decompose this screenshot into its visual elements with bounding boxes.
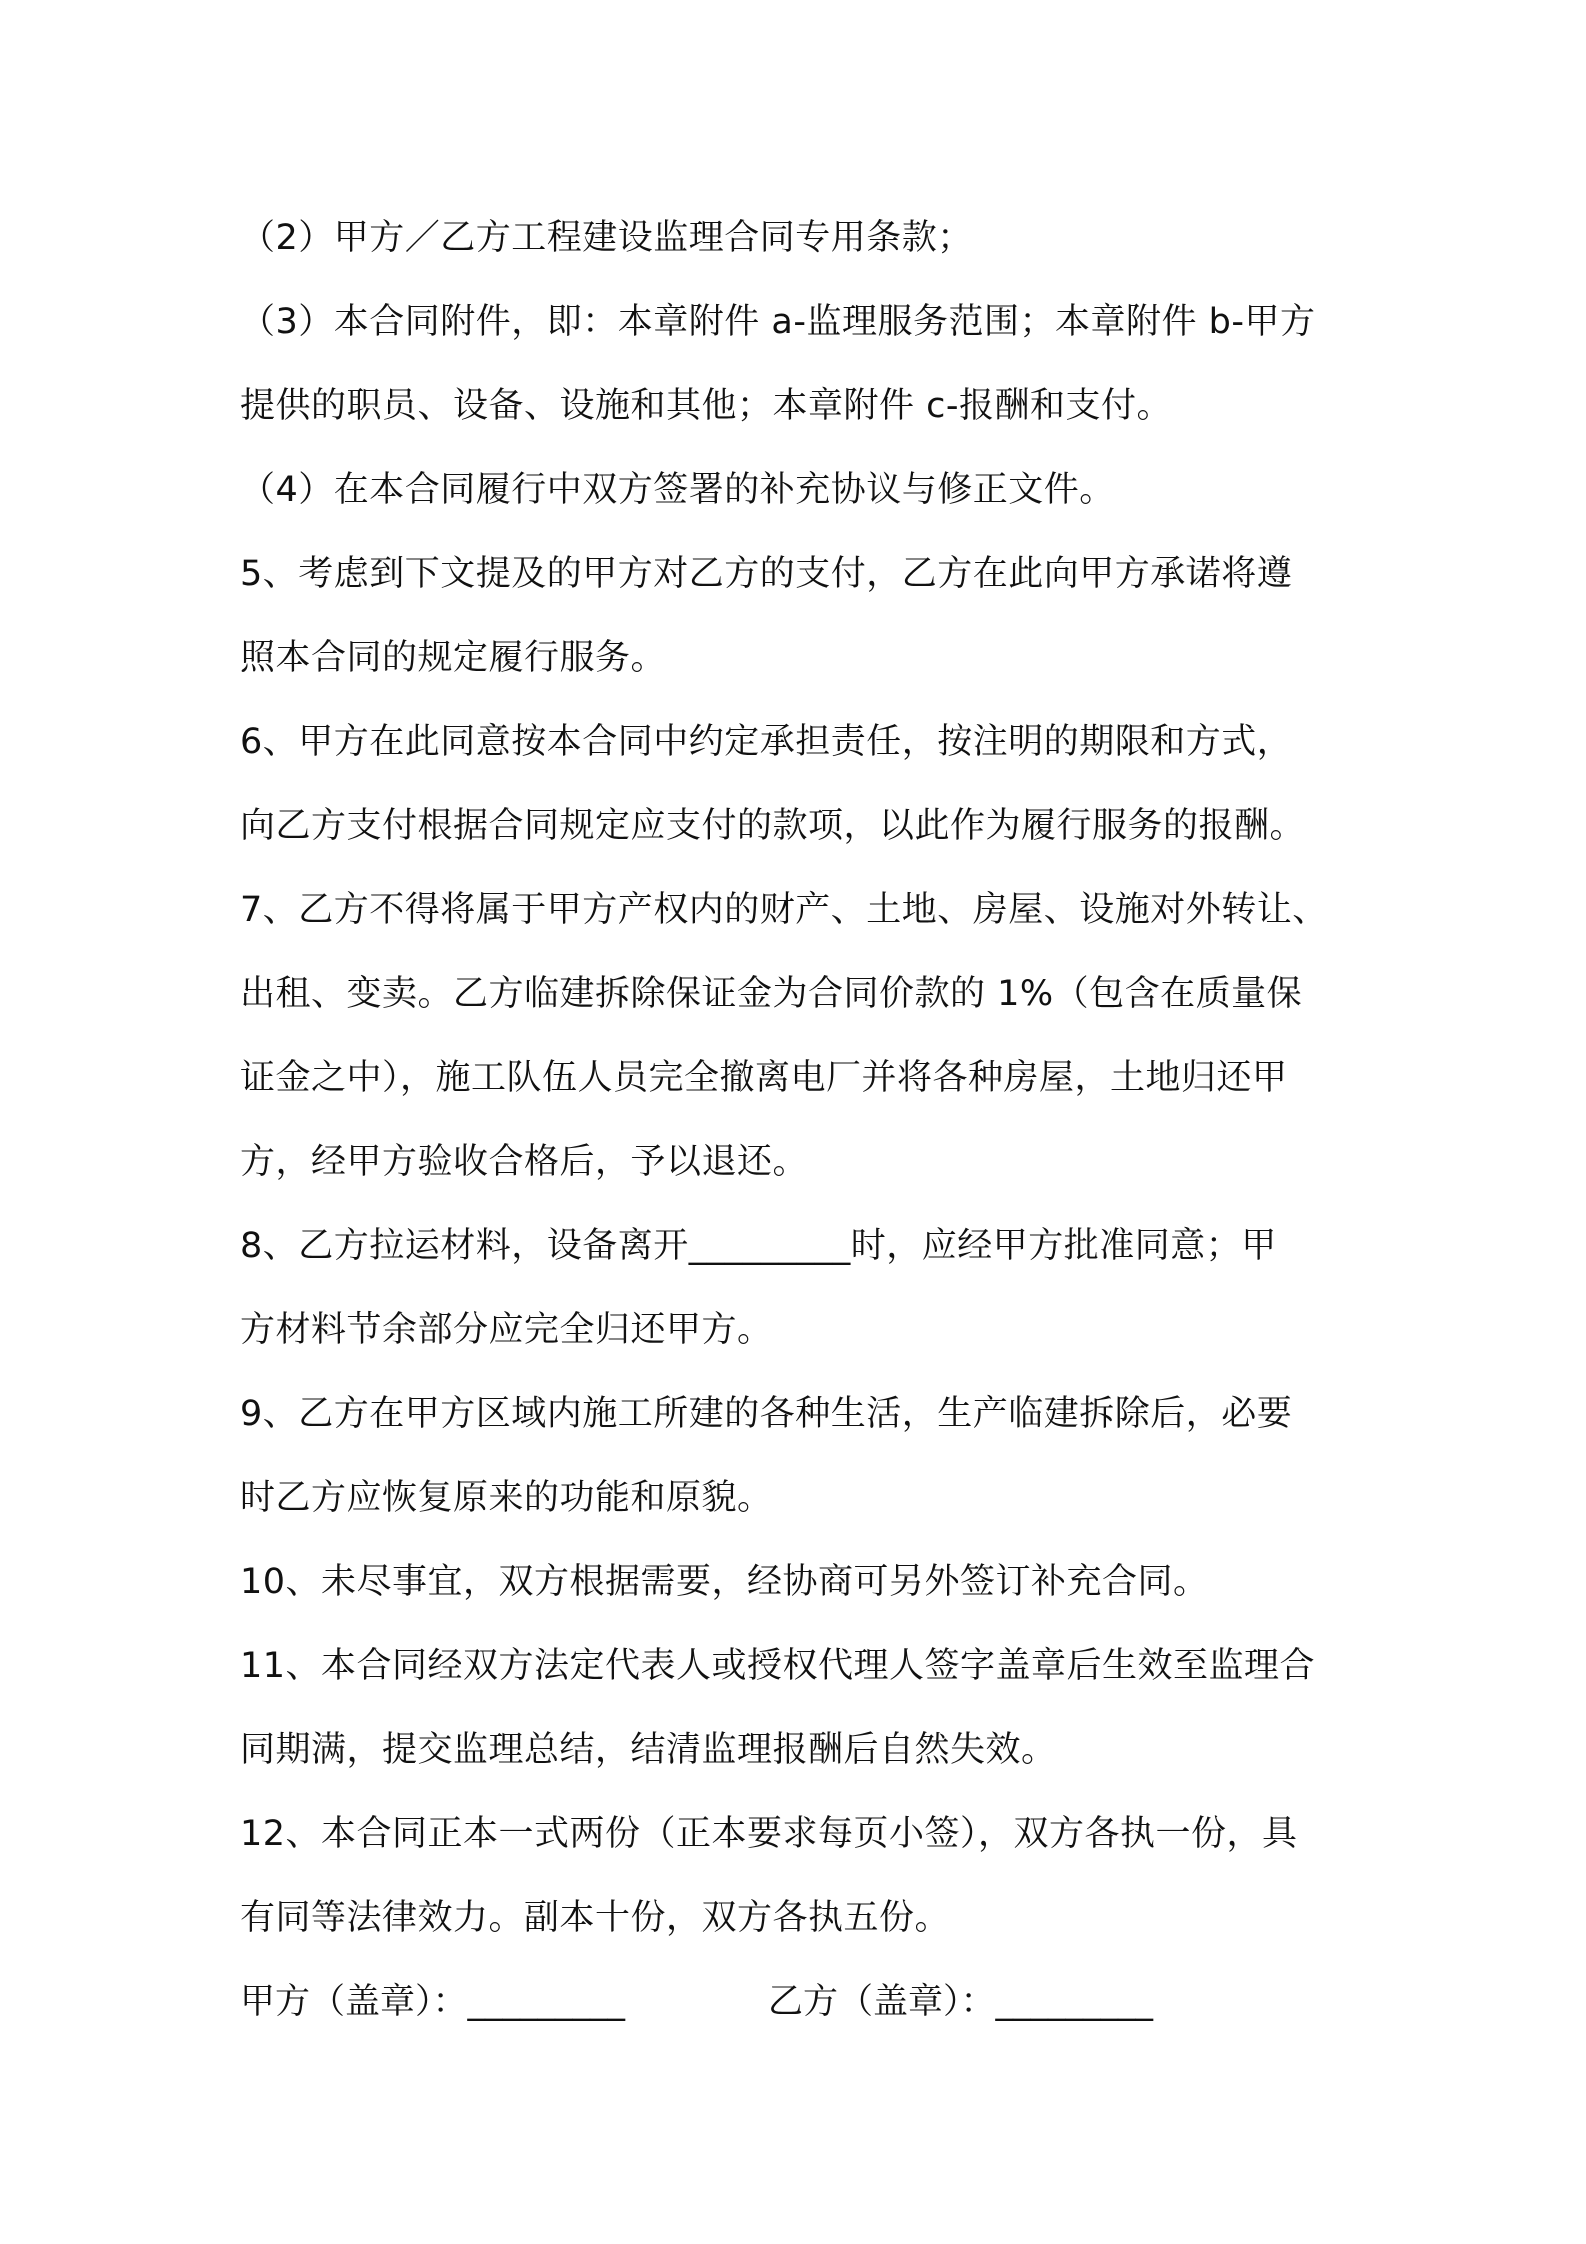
clause-line: 6、甲方在此同意按本合同中约定承担责任，按注明的期限和方式， (240, 722, 1293, 762)
signature-row (240, 1960, 1360, 2044)
clause-line: 时乙方应恢复原来的功能和原貌。 (240, 1478, 773, 1518)
clause-line: 8、乙方拉运材料，设备离开_________时，应经甲方批准同意；甲 (240, 1226, 1277, 1266)
clause-line: 照本合同的规定履行服务。 (240, 638, 667, 678)
party-a-seal-field: 甲方（盖章）：_________ (240, 1982, 626, 2022)
clause-line: 11、本合同经双方法定代表人或授权代理人签字盖章后生效至监理合 (240, 1646, 1316, 1686)
document-body (240, 196, 1360, 2044)
clause-line: 方，经甲方验收合格后，予以退还。 (240, 1142, 809, 1182)
clause-line: （2）甲方／乙方工程建设监理合同专用条款； (240, 218, 973, 258)
clause-line: 12、本合同正本一式两份（正本要求每页小签），双方各执一份，具 (240, 1814, 1298, 1854)
clause-line: 同期满，提交监理总结，结清监理报酬后自然失效。 (240, 1730, 1057, 1770)
clause-line: 7、乙方不得将属于甲方产权内的财产、土地、房屋、设施对外转让、 (240, 890, 1328, 930)
party-b-seal-field: 乙方（盖章）：_________ (768, 1982, 1154, 2022)
clause-line: 5、考虑到下文提及的甲方对乙方的支付，乙方在此向甲方承诺将遵 (240, 554, 1293, 594)
clause-line: （3）本合同附件，即：本章附件 a-监理服务范围；本章附件 b-甲方 (240, 302, 1316, 342)
clause-line: 出租、变卖。乙方临建拆除保证金为合同价款的 1%（包含在质量保 (240, 974, 1303, 1014)
clause-line: 提供的职员、设备、设施和其他；本章附件 c-报酬和支付。 (240, 386, 1173, 426)
clause-line: 有同等法律效力。副本十份，双方各执五份。 (240, 1898, 951, 1938)
clause-line: 9、乙方在甲方区域内施工所建的各种生活，生产临建拆除后，必要 (240, 1394, 1293, 1434)
clause-line: 10、未尽事宜，双方根据需要，经协商可另外签订补充合同。 (240, 1562, 1209, 1602)
clause-line: 证金之中），施工队伍人员完全撤离电厂并将各种房屋，土地归还甲 (240, 1058, 1288, 1098)
clause-line: （4）在本合同履行中双方签署的补充协议与修正文件。 (240, 470, 1115, 510)
clause-line: 向乙方支付根据合同规定应支付的款项，以此作为履行服务的报酬。 (240, 806, 1306, 846)
clause-line: 方材料节余部分应完全归还甲方。 (240, 1310, 773, 1350)
